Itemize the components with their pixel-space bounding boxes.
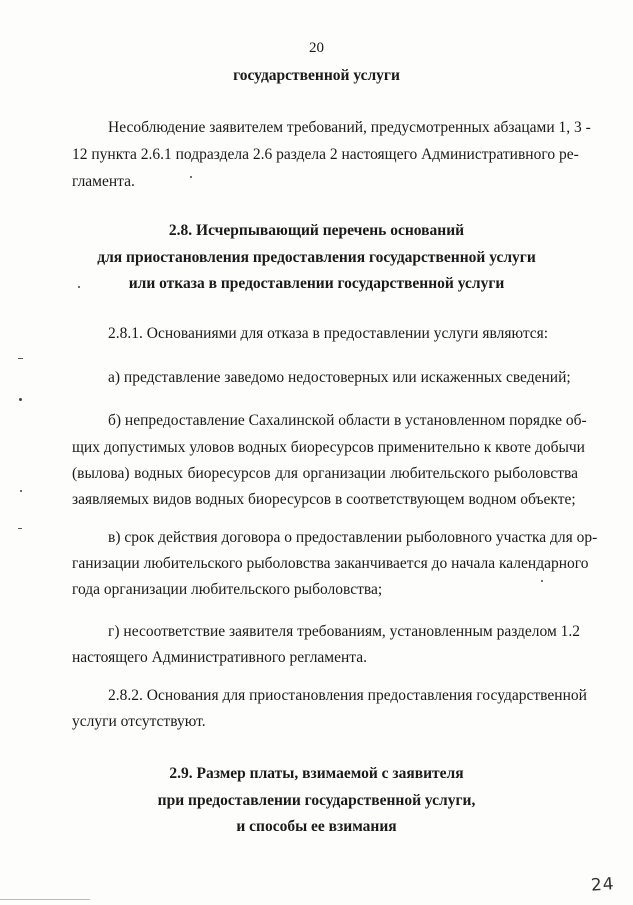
section-2-8-title-line3: или отказа в предоставлении государственной услуги — [128, 275, 505, 292]
section-2-9-title-line3: и способы ее взимания — [236, 818, 397, 835]
section-2-8-title-line1: 2.8. Исчерпывающий перечень оснований — [168, 222, 465, 239]
scan-speck — [19, 398, 22, 401]
scan-speck — [541, 580, 543, 582]
item-a: а) представление заведомо недостоверных или искаженных сведений; — [108, 369, 571, 386]
p-2-8-2-line2: услуги отсутствуют. — [72, 713, 206, 730]
scan-speck — [78, 286, 80, 288]
p-2-8-2-line1: 2.8.2. Основания для приостановления предоставления государственной — [108, 687, 587, 704]
item-b-line3: (вылова) водных биоресурсов для организации любительского рыболовства — [72, 465, 578, 482]
item-v-line1: в) срок действия договора о предоставлении рыболовного участка для ор- — [108, 529, 598, 546]
scan-speck — [20, 490, 22, 492]
handwritten-number: 24 — [590, 874, 616, 896]
section-2-8-title-line2: для приостановления предоставления государственной услуги — [97, 249, 536, 266]
para1-line3: гламента. — [72, 173, 135, 190]
section-2-9-title-line1: 2.9. Размер платы, взимаемой с заявителя — [169, 765, 464, 782]
section-2-9-title-line2: при предоставлении государственной услуги, — [157, 792, 476, 809]
item-g-line2: настоящего Административного регламента. — [72, 649, 368, 666]
item-b-line1: б) непредоставление Сахалинской области в установленном порядке об- — [108, 412, 587, 429]
scan-mark — [18, 358, 23, 359]
item-v-line2: ганизации любительского рыболовства заканчивается до начала календарного — [72, 555, 589, 572]
item-b-line4: заявляемых видов водных биоресурсов в соответствующем водном объекте; — [72, 491, 576, 508]
scan-speck — [190, 176, 192, 178]
p-2-8-1: 2.8.1. Основаниями для отказа в предоставлении услуги являются: — [108, 325, 549, 342]
header-fragment: государственной услуги — [233, 67, 400, 84]
para1-line1: Несоблюдение заявителем требований, предусмотренных абзацами 1, 3 - — [108, 119, 591, 136]
scan-mark — [18, 528, 22, 529]
scan-edge — [0, 899, 90, 900]
para1-line2: 12 пункта 2.6.1 подраздела 2.6 раздела 2 настоящего Административного ре- — [72, 146, 579, 163]
item-b-line2: щих допустимых уловов водных биоресурсов применительно к квоте добычи — [72, 439, 585, 456]
item-g-line1: г) несоответствие заявителя требованиям, установленным разделом 1.2 — [108, 623, 581, 640]
item-v-line3: года организации любительского рыболовства; — [72, 581, 383, 598]
page-number: 20 — [309, 40, 324, 56]
